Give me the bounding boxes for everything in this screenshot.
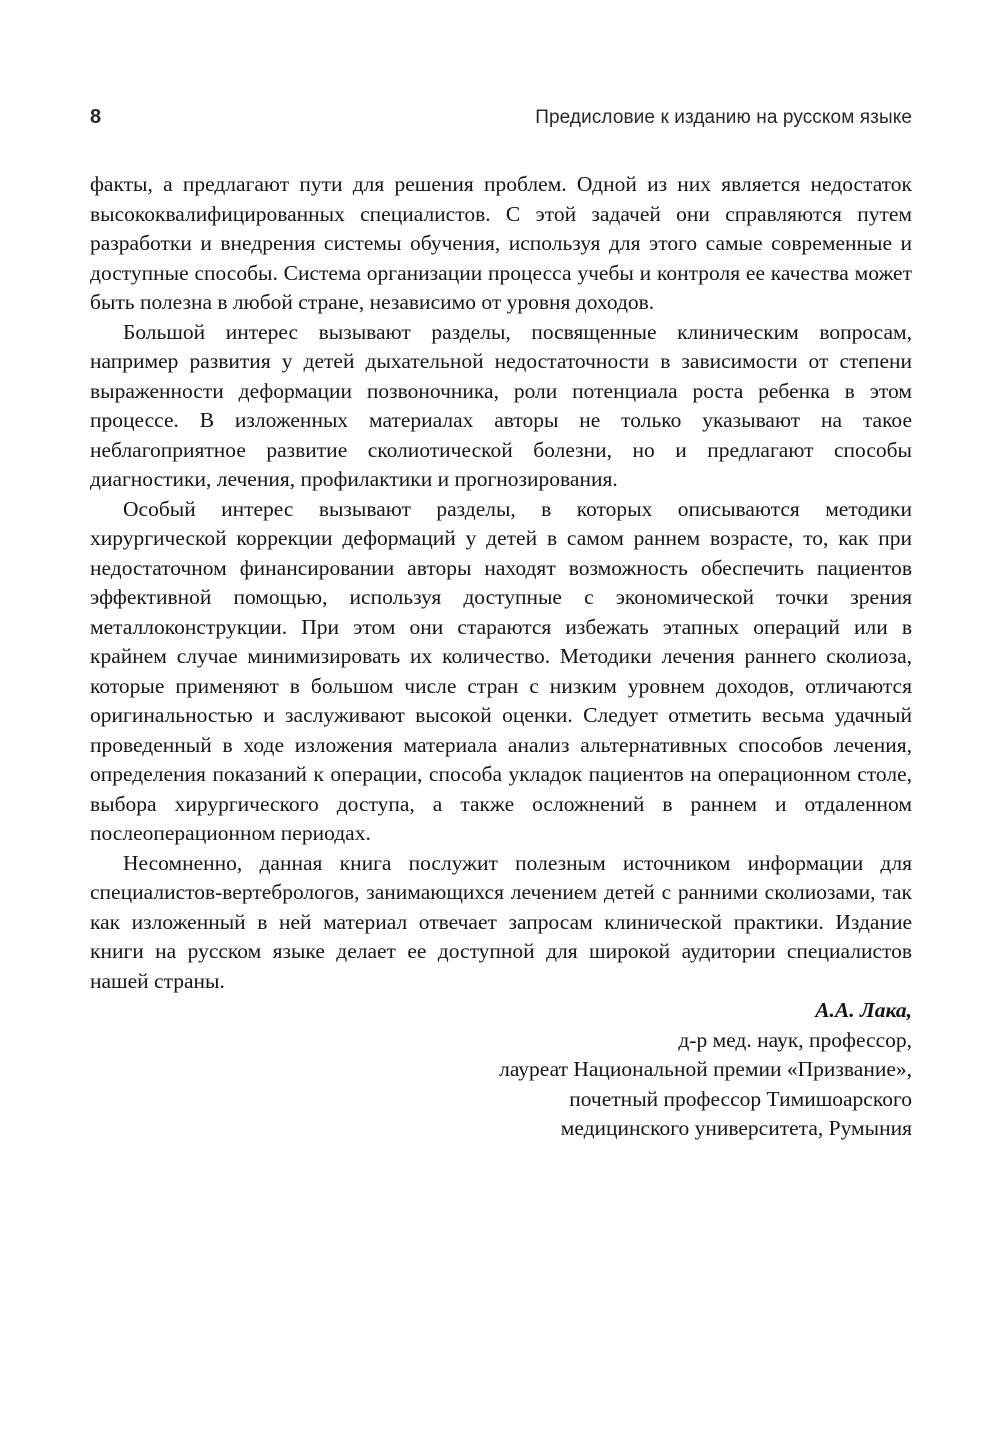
signature-block [90,996,912,1144]
page-header [90,106,912,129]
author-award: лауреат Национальной премии «Призвание», [499,1057,912,1081]
paragraph-3: Особый интерес вызывают разделы, в которых описываются методики хирургической коррекции деформаций у детей в самом раннем возрасте, то, как при недостаточном финансировании авторы находят возможность обеспечить пациентов эффективной помощью, используя доступные с экономической точки зрения металлоконструкции. При этом они стараются избежать этапных операций или в крайнем случае минимизировать их количество. Методики лечения раннего сколиоза, которые применяют в большом числе стран с низким уровнем доходов, отличаются оригинальностью и заслуживают высокой оценки. Следует отметить весьма удачный проведенный в ходе изложения материала анализ альтернативных способов лечения, определения показаний к операции, способа укладок пациентов на операционном столе, выбора хирургического доступа, а также осложнений в раннем и отдаленном послеоперационном периодах. [90,496,912,845]
paragraph-4: Несомненно, данная книга послужит полезным источником информации для специалистов-вертебрологов, занимающихся лечением детей с ранними сколиозами, так как изложенный в ней материал отвечает запросам клинической практики. Издание книги на русском языке делает ее доступной для широкой аудитории специалистов нашей страны. [90,850,912,993]
author-degree: д-р мед. наук, профессор, [678,1027,912,1052]
running-title: Предисловие к изданию на русском языке [535,107,912,128]
page-number: 8 [90,106,102,128]
author-name: А.А. Лака, [815,998,912,1022]
author-title-line-1: почетный профессор Тимишоарского [569,1086,912,1111]
author-title-line-2: медицинского университета, Румыния [560,1116,912,1140]
paragraph-2: Большой интерес вызывают разделы, посвященные клиническим вопросам, например развития у детей дыхательной недостаточности в зависимости от степени выраженности деформации позвоночника, роли потенциала роста ребенка в этом процессе. В изложенных материалах авторы не только указывают на такое неблагоприятное развитие сколиотической болезни, но и предлагают способы диагностики, лечения, профилактики и прогнозирования. [90,319,912,491]
page-body [90,170,912,1144]
paragraph-1: факты, а предлагают пути для решения проблем. Одной из них является недостаток высококвалифицированных специалистов. С этой задачей они справляются путем разработки и внедрения системы обучения, используя для этого самые современные и доступные способы. Система организации процесса учебы и контроля ее качества может быть полезна в любой стране, независимо от уровня доходов. [90,172,912,314]
